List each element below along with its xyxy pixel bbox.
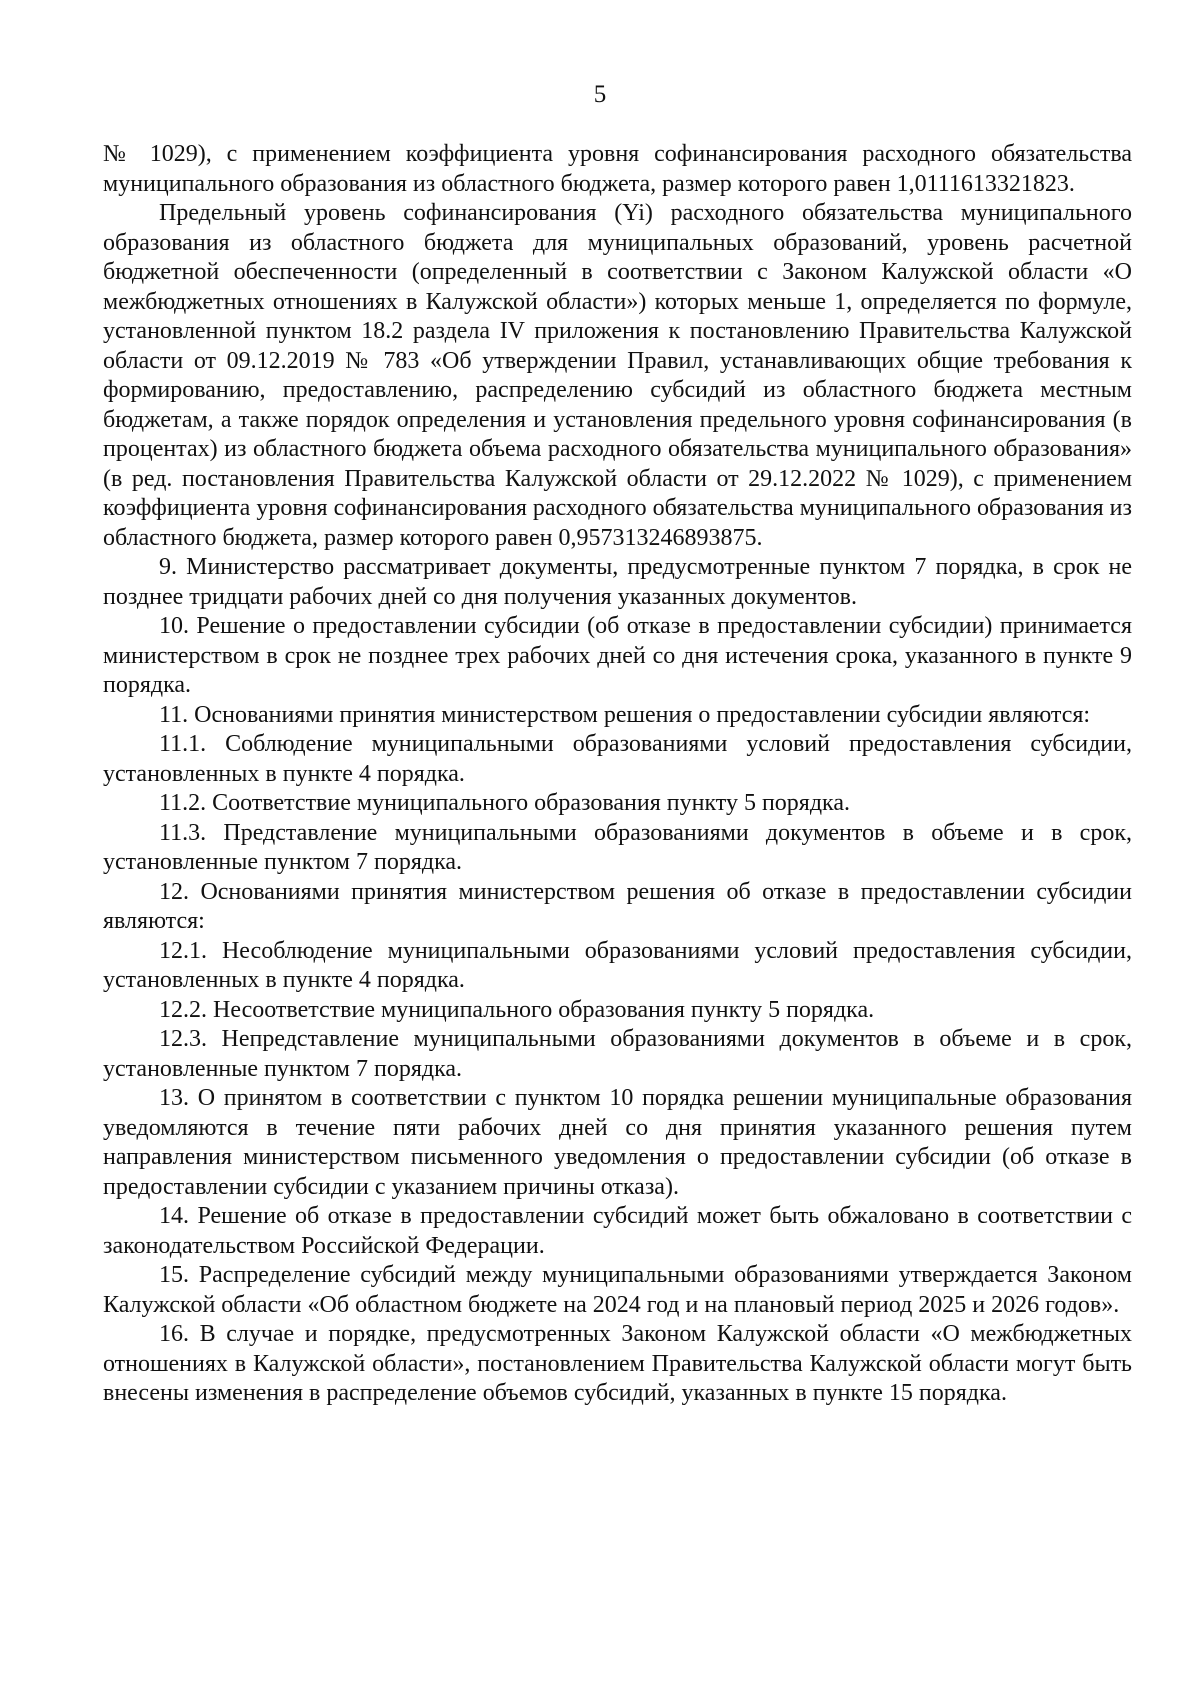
paragraph-item-14: 14. Решение об отказе в предоставлении субсидий может быть обжаловано в соответствии с законодательством Российской Федерации. bbox=[103, 1203, 1132, 1259]
paragraph-item-11: 11. Основаниями принятия министерством решения о предоставлении субсидии являются: bbox=[159, 701, 1091, 728]
paragraph-item-9: 9. Министерство рассматривает документы, предусмотренные пунктом 7 порядка, в срок не позднее тридцати рабочих дней со дня получения указанных документов. bbox=[103, 554, 1132, 610]
paragraph-item-13: 13. О принятом в соответствии с пунктом 10 порядка решении муниципальные образования уведомляются в течение пяти рабочих дней со дня принятия указанного решения путем направления министерством письменного уведомления о предоставлении субсидии (об отказе в предоставлении субсидии с указанием причины отказа). bbox=[103, 1085, 1132, 1200]
document-body bbox=[103, 140, 1132, 1409]
paragraph-item-12-1: 12.1. Несоблюдение муниципальными образованиями условий предоставления субсидии, установленных в пункте 4 порядка. bbox=[103, 937, 1132, 993]
paragraph-item-12-2: 12.2. Несоответствие муниципального образования пункту 5 порядка. bbox=[159, 996, 875, 1023]
paragraph-continuation: № 1029), с применением коэффициента уровня софинансирования расходного обязательства муниципального образования из областного бюджета, размер которого равен 1,0111613321823. bbox=[103, 141, 1132, 197]
paragraph-item-11-2: 11.2. Соответствие муниципального образования пункту 5 порядка. bbox=[159, 790, 851, 816]
paragraph-cofinancing-limit: Предельный уровень софинансирования (Yi) расходного обязательства муниципального образования из областного бюджета для муниципальных образований, уровень расчетной бюджетной обеспеченности (определенный в соответствии с Законом Калужской области «О межбюджетных отношениях в Калужской области») которых меньше 1, определяется по формуле, установленной пунктом 18.2 раздела IV приложения к постановлению Правительства Калужской области от 09.12.2019 № 783 «Об утверждении Правил, устанавливающих общие требования к формированию, предоставлению, распределению субсидий из областного бюджета местным бюджетам, а также порядок определения и установления предельного уровня софинансирования (в процентах) из областного бюджета объема расходного обязательства муниципального образования» (в ред. постановления Правительства Калужской области от 29.12.2022 № 1029), с применением коэффициента уровня софинансирования расходного обязательства муниципального образования из областного бюджета, размер которого равен 0,957313246893875. bbox=[103, 200, 1132, 551]
paragraph-item-11-3: 11.3. Представление муниципальными образованиями документов в объеме и в срок, установленные пунктом 7 порядка. bbox=[103, 819, 1132, 875]
paragraph-item-12-3: 12.3. Непредставление муниципальными образованиями документов в объеме и в срок, установленные пунктом 7 порядка. bbox=[103, 1026, 1132, 1082]
paragraph-item-12: 12. Основаниями принятия министерством решения об отказе в предоставлении субсидии являются: bbox=[103, 878, 1132, 934]
paragraph-item-11-1: 11.1. Соблюдение муниципальными образованиями условий предоставления субсидии, установленных в пункте 4 порядка. bbox=[103, 731, 1132, 787]
page-number: 5 bbox=[593, 81, 607, 108]
paragraph-item-10: 10. Решение о предоставлении субсидии (об отказе в предоставлении субсидии) принимается министерством в срок не позднее трех рабочих дней со дня истечения срока, указанного в пункте 9 порядка. bbox=[103, 613, 1132, 698]
paragraph-item-16: 16. В случае и порядке, предусмотренных Законом Калужской области «О межбюджетных отношениях в Калужской области», постановлением Правительства Калужской области могут быть внесены изменения в распределение объемов субсидий, указанных в пункте 15 порядка. bbox=[103, 1321, 1132, 1406]
paragraph-item-15: 15. Распределение субсидий между муниципальными образованиями утверждается Законом Калужской области «Об областном бюджете на 2024 год и на плановый период 2025 и 2026 годов». bbox=[103, 1262, 1132, 1318]
